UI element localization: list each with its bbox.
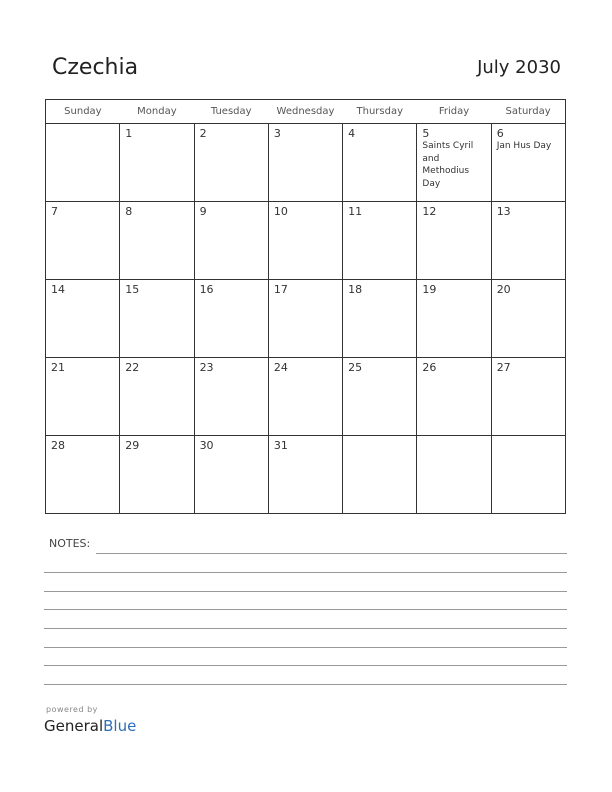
day-cell xyxy=(343,202,417,280)
week-row xyxy=(46,280,566,358)
day-cell xyxy=(491,358,565,436)
day-number: 28 xyxy=(51,439,65,452)
day-cell xyxy=(46,280,120,358)
day-number: 8 xyxy=(125,205,133,218)
holiday-label: Saints Cyril and Methodius Day xyxy=(422,141,474,189)
day-number: 6 xyxy=(496,127,504,140)
day-number: 21 xyxy=(51,361,65,374)
day-number: 11 xyxy=(348,205,363,218)
day-number: 1 xyxy=(125,127,133,140)
note-line xyxy=(96,553,567,554)
day-number: 18 xyxy=(348,283,363,296)
day-cell xyxy=(120,280,194,358)
day-number: 10 xyxy=(273,205,288,218)
day-number: 14 xyxy=(51,283,65,296)
day-cell xyxy=(194,124,268,202)
day-cell xyxy=(194,358,268,436)
weekday-friday: Friday xyxy=(417,100,491,124)
weekday-wednesday: Wednesday xyxy=(268,100,342,124)
day-cell xyxy=(194,436,268,514)
weekday-header-row xyxy=(46,100,566,124)
day-number: 25 xyxy=(348,361,363,374)
week-row xyxy=(46,436,566,514)
weekday-monday: Monday xyxy=(120,100,194,124)
day-cell xyxy=(46,436,120,514)
calendar-body xyxy=(46,124,566,514)
day-cell xyxy=(343,358,417,436)
day-cell xyxy=(343,436,417,514)
day-number: 30 xyxy=(199,439,214,452)
weekday-saturday: Saturday xyxy=(491,100,565,124)
day-cell xyxy=(120,358,194,436)
generalblue-logo xyxy=(44,717,136,735)
day-cell xyxy=(268,358,342,436)
day-cell xyxy=(417,124,491,202)
day-number: 4 xyxy=(348,127,356,140)
note-line xyxy=(44,591,567,592)
day-number: 26 xyxy=(422,361,437,374)
day-number: 3 xyxy=(273,127,281,140)
day-cell xyxy=(268,280,342,358)
day-cell xyxy=(343,280,417,358)
day-number: 20 xyxy=(496,283,511,296)
note-line xyxy=(44,628,567,629)
note-line xyxy=(44,684,567,685)
day-number: 5 xyxy=(422,127,430,140)
day-cell xyxy=(268,124,342,202)
day-cell xyxy=(491,124,565,202)
day-number: 12 xyxy=(422,205,437,218)
holiday-label: Jan Hus Day xyxy=(496,141,552,151)
day-cell xyxy=(46,124,120,202)
note-line xyxy=(44,609,567,610)
weekday-sunday: Sunday xyxy=(46,100,120,124)
note-line xyxy=(44,647,567,648)
day-cell xyxy=(120,124,194,202)
day-cell xyxy=(120,202,194,280)
day-number: 29 xyxy=(125,439,140,452)
day-cell xyxy=(417,436,491,514)
day-cell xyxy=(268,202,342,280)
day-number: 16 xyxy=(199,283,214,296)
day-number: 7 xyxy=(51,205,58,218)
day-cell xyxy=(194,280,268,358)
day-cell xyxy=(343,124,417,202)
day-number: 9 xyxy=(199,205,207,218)
day-number: 23 xyxy=(199,361,214,374)
day-cell xyxy=(417,358,491,436)
day-number: 13 xyxy=(496,205,511,218)
day-number: 19 xyxy=(422,283,437,296)
day-cell xyxy=(120,436,194,514)
calendar-grid xyxy=(45,99,566,514)
calendar-country-title: Czechia xyxy=(52,55,139,80)
calendar-month-title: July 2030 xyxy=(477,57,561,78)
day-cell xyxy=(491,436,565,514)
note-line xyxy=(44,665,567,666)
week-row xyxy=(46,202,566,280)
logo-text-blue: Blue xyxy=(103,717,137,735)
day-number: 17 xyxy=(273,283,288,296)
day-number: 24 xyxy=(273,361,288,374)
week-row xyxy=(46,124,566,202)
powered-by-text: powered by xyxy=(46,705,98,714)
day-number: 27 xyxy=(496,361,511,374)
weekday-tuesday: Tuesday xyxy=(194,100,268,124)
day-number: 15 xyxy=(125,283,140,296)
day-cell xyxy=(46,358,120,436)
day-cell xyxy=(417,202,491,280)
day-cell xyxy=(194,202,268,280)
day-number: 22 xyxy=(125,361,140,374)
week-row xyxy=(46,358,566,436)
note-line xyxy=(44,572,567,573)
day-cell xyxy=(491,202,565,280)
day-cell xyxy=(46,202,120,280)
day-cell xyxy=(268,436,342,514)
notes-label: NOTES: xyxy=(49,537,91,550)
logo-text-general: General xyxy=(44,717,104,735)
day-number: 2 xyxy=(199,127,207,140)
day-number: 31 xyxy=(273,439,288,452)
day-cell xyxy=(417,280,491,358)
day-cell xyxy=(491,280,565,358)
weekday-thursday: Thursday xyxy=(343,100,417,124)
